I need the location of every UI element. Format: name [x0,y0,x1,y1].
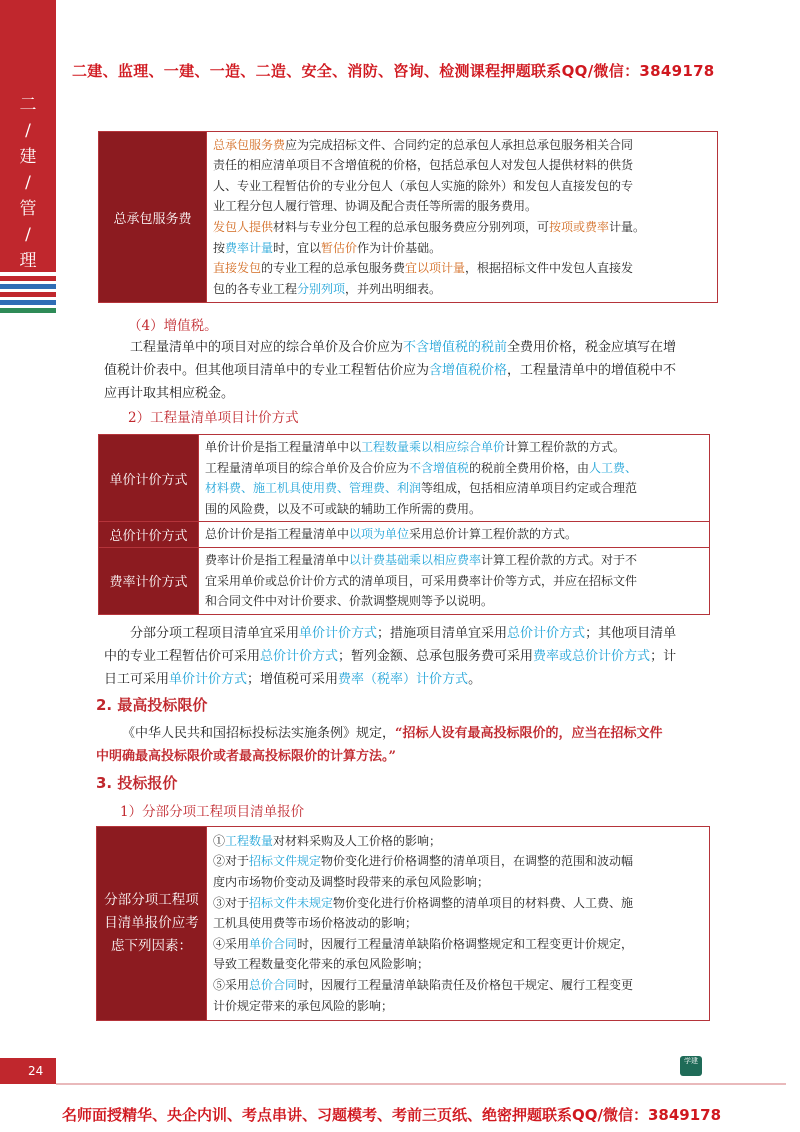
text-segment: 计算工程价款的方式。对于不 [481,552,638,567]
vat-paragraph [104,336,724,405]
side-stripes [0,276,56,316]
highlighted-term: 不含增值税的税前 [403,340,508,355]
highlighted-term: 总价计价方式 [507,626,586,641]
text-segment: 和合同文件中对计价要求、价款调整规则等予以说明。 [205,594,494,609]
unit-price-method-content [199,435,710,522]
text-segment: 工机具使用费等市场价格波动的影响； [213,916,418,931]
text-segment: ；其他项目清单 [585,626,677,641]
highlighted-term: 单价计价方式 [169,672,248,687]
table3-line [213,851,703,872]
text-segment: ，工程量清单中的增值税中不 [507,363,677,378]
text-segment: 工程量清单中的项目对应的综合单价及合价应为 [130,340,404,355]
highlighted-term: 以项为单位 [349,527,410,542]
highlighted-term: 发包人提供 [213,220,274,234]
table3-line [213,893,703,914]
table2-line [205,437,703,458]
publisher-logo-icon: 学建 [680,1056,702,1076]
table1-line [213,176,711,197]
table2-line [205,499,703,520]
summary-line [104,622,724,645]
text-segment: ① [213,833,226,848]
text-segment: ；暂列金额、总承包服务费可采用 [338,649,534,664]
highlighted-term: 宜以项计量 [405,261,466,276]
highlighted-term: 总价计价方式 [260,649,339,664]
highlighted-term: 总价合同 [249,977,298,992]
table3-line [213,831,703,852]
text-segment: ⑤采用 [213,977,250,992]
bid-price-subheading: 1）分部分项工程项目清单报价 [120,804,305,820]
text-segment: ，根据招标文件中发包人直接发 [465,261,634,276]
text-segment: 等组成，包括相应清单项目约定或合理范 [421,481,638,496]
highlighted-term: 招标文件规定 [249,854,322,869]
text-segment: 中的专业工程暂估价可采用 [104,649,261,664]
text-segment: 按 [213,240,226,255]
table3-line [213,975,703,996]
highlighted-term: 招标文件未规定 [249,895,334,910]
text-segment: 应为完成招标文件、合同约定的总承包人承担总承包服务相关合同 [285,137,634,152]
highlighted-term: 含增值税价格 [429,363,508,378]
table1-line [213,258,711,279]
summary-line [104,668,724,691]
text-segment: 的专业工程的总承包服务费 [261,261,406,276]
text-segment: ；计 [650,649,677,664]
bid-factors-label [97,827,207,1021]
highlighted-term: “招标人设有最高投标限价的，应当在招标文件 [395,726,663,741]
table2-line [205,550,703,571]
table2-line [205,458,703,479]
highlighted-term: 费率或总价计价方式 [533,649,651,664]
text-segment: 计算工程价款的方式。 [505,440,626,454]
text-segment: 单价计价是指工程量清单中以 [205,440,362,454]
max-price-heading: 2. 最高投标限价 [96,696,208,714]
pricing-method-heading: 2）工程量清单项目计价方式 [128,410,299,426]
summary-line [104,645,724,668]
bottom-banner: 名师面授精华、央企内训、考点串讲、习题模考、考前三页纸、绝密押题联系QQ/微信：3849178 [62,1106,722,1124]
text-segment: 度内市场物价变动及调整时段带来的承包风险影响； [213,875,490,890]
text-segment: ；增值税可采用 [247,672,339,687]
bid-factors-label-line: 虑下列因素： [111,938,192,954]
table1-line [213,279,711,300]
table1-content [207,132,718,303]
text-segment: 总价计价是指工程量清单中 [205,527,350,542]
table1-line [213,135,711,156]
text-segment: 物价变化进行价格调整的清单项目的材料费、人工费、施 [333,895,634,910]
highlighted-term: 总承包服务费 [213,137,286,152]
table-bid-factors [96,826,710,1021]
highlighted-term: 不含增值税 [409,460,470,475]
table1-line [213,217,711,238]
text-segment: 宜采用单价或总价计价方式的清单项目，可采用费率计价等方式，并应在招标文件 [205,573,638,588]
table2-line [205,478,703,499]
text-segment: 业工程分包人履行管理、协调及配合责任等所需的服务费用。 [213,199,538,214]
total-price-method-label: 总价计价方式 [99,522,199,548]
table3-line [213,872,703,893]
table-contractor-service-fee [98,131,718,303]
table3-line [213,934,703,955]
text-segment: 人、专业工程暂估价的专业分包人（承包人实施的除外）和发包人直接发包的专 [213,178,634,193]
vat-heading: （4）增值税。 [128,318,218,334]
text-segment: 《中华人民共和国招标投标法实施条例》规定， [122,726,396,741]
text-segment: 日工可采用 [104,672,170,687]
highlighted-term: 暂估价 [321,240,358,255]
rate-method-label: 费率计价方式 [99,547,199,614]
vat-line [104,359,724,382]
text-segment: 导致工程数量变化带来的承包风险影响； [213,957,430,972]
max-price-line [96,745,722,768]
highlighted-term: 中明确最高投标限价或者最高投标限价的计算方法。” [96,749,396,764]
highlighted-term: 工程数量乘以相应综合单价 [361,440,506,454]
vat-line [104,382,724,405]
bid-price-heading: 3. 投标报价 [96,774,178,792]
highlighted-term: 人工费、 [589,460,638,475]
highlighted-term: 单价合同 [249,936,298,951]
top-banner: 二建、监理、一建、一造、二造、安全、消防、咨询、检测课程押题联系QQ/微信：3849178 [72,62,715,80]
text-segment: 包的各专业工程 [213,281,298,296]
text-segment: 物价变化进行价格调整的清单项目，在调整的范围和波动幅 [321,854,634,869]
text-segment: ④采用 [213,936,250,951]
vat-line [104,336,724,359]
total-price-method-content [199,522,710,548]
text-segment: 时，宜以 [273,240,322,255]
text-segment: ；措施项目清单宜采用 [377,626,508,641]
side-title: 二 / 建 / 管 / 理 [19,95,37,271]
max-price-line [96,722,722,745]
text-segment: 作为计价基础。 [357,240,442,255]
table1-line [213,238,711,259]
text-segment: 费率计价是指工程量清单中 [205,552,350,567]
text-segment: 时，因履行工程量清单缺陷价格调整规定和工程变更计价规定， [297,936,634,951]
page-number: 24 [0,1058,56,1084]
text-segment: 分部分项工程项目清单宜采用 [130,626,300,641]
rate-method-content [199,547,710,614]
highlighted-term: 按项或费率 [549,220,610,234]
table2-line [205,571,703,592]
text-segment: 时，因履行工程量清单缺陷责任及价格包干规定、履行工程变更 [297,977,634,992]
text-segment: 。 [468,672,482,687]
text-segment: ③对于 [213,895,250,910]
text-segment: 对材料采购及人工价格的影响； [273,833,442,848]
table3-line [213,954,703,975]
text-segment: ，并列出明细表。 [345,281,442,296]
table1-line [213,155,711,176]
highlighted-term: 分别列项 [297,281,346,296]
bid-factors-label-line: 分部分项工程项 [104,892,199,908]
text-segment: 应再计取其相应税金。 [104,386,235,401]
text-segment: 计量。 [609,220,646,234]
highlighted-term: 费率计量 [225,240,274,255]
table3-line [213,996,703,1017]
table2-line [205,591,703,612]
max-price-paragraph [96,722,722,768]
table2-line [205,524,703,545]
text-segment: ②对于 [213,854,250,869]
text-segment: 的税前全费用价格，由 [469,460,590,475]
table3-line [213,913,703,934]
table1-label: 总承包服务费 [99,132,207,303]
text-segment: 责任的相应清单项目不含增值税的价格，包括总承包人对发包人提供材料的供货 [213,158,634,173]
table-pricing-methods [98,434,710,615]
highlighted-term: 费率（税率）计价方式 [338,672,469,687]
highlighted-term: 直接发包 [213,261,262,276]
highlighted-term: 工程数量 [225,833,274,848]
highlighted-term: 以计费基础乘以相应费率 [349,552,482,567]
text-segment: 计价规定带来的承包风险的影响； [213,998,394,1013]
text-segment: 围的风险费，以及不可或缺的辅助工作所需的费用。 [205,501,482,516]
text-segment: 全费用价格，税金应填写在增 [507,340,677,355]
unit-price-method-label: 单价计价方式 [99,435,199,522]
text-segment: 材料与专业分包工程的总承包服务费应分别列项，可 [273,220,550,234]
footer-divider [56,1083,786,1085]
text-segment: 采用总价计算工程价款的方式。 [409,527,578,542]
summary-paragraph [104,622,724,691]
highlighted-term: 材料费、施工机具使用费、管理费、利润 [205,481,422,496]
table1-line [213,196,711,217]
bid-factors-label-line: 目清单报价应考 [104,915,199,931]
text-segment: 值税计价表中。但其他项目清单中的专业工程暂估价应为 [104,363,430,378]
text-segment: 工程量清单项目的综合单价及合价应为 [205,460,410,475]
bid-factors-content [207,827,710,1021]
highlighted-term: 单价计价方式 [299,626,378,641]
